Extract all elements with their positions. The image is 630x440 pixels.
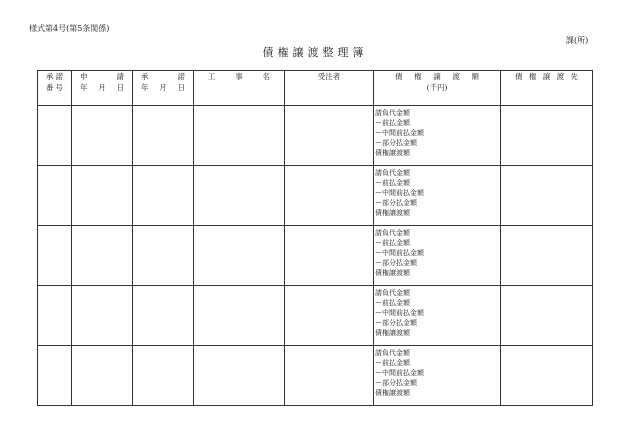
header-row [38, 71, 593, 106]
amount-item: 債権譲渡額 [375, 269, 410, 277]
cell-application-date[interactable] [72, 346, 133, 406]
amount-item: ー前払金額 [375, 359, 410, 367]
amount-item: 請負代金額 [375, 289, 410, 297]
amount-item: ー部分払金額 [375, 319, 417, 327]
cell-transferee[interactable] [501, 226, 593, 286]
cell-transfer-amount [374, 166, 501, 226]
amount-item-list [374, 286, 500, 338]
cell-application-date[interactable] [72, 226, 133, 286]
cell-approval-number[interactable] [38, 346, 72, 406]
cell-project-name[interactable] [194, 106, 285, 166]
cell-contractor[interactable] [285, 106, 374, 166]
cell-project-name[interactable] [194, 166, 285, 226]
cell-approval-date[interactable] [133, 106, 194, 166]
amount-item: 債権譲渡額 [375, 209, 410, 217]
cell-transferee[interactable] [501, 166, 593, 226]
amount-item: ー中間前払金額 [375, 129, 424, 137]
amount-item: 請負代金額 [375, 349, 410, 357]
cell-transferee[interactable] [501, 286, 593, 346]
amount-item: ー前払金額 [375, 179, 410, 187]
cell-approval-number[interactable] [38, 106, 72, 166]
cell-approval-date[interactable] [133, 166, 194, 226]
amount-item: ー部分払金額 [375, 139, 417, 147]
cell-transferee[interactable] [501, 106, 593, 166]
cell-transfer-amount [374, 286, 501, 346]
column-transferee: 債 権 譲 渡 先 [501, 71, 593, 106]
cell-contractor[interactable] [285, 166, 374, 226]
cell-application-date[interactable] [72, 286, 133, 346]
amount-item: ー前払金額 [375, 119, 410, 127]
cell-contractor[interactable] [285, 286, 374, 346]
cell-approval-date[interactable] [133, 226, 194, 286]
cell-project-name[interactable] [194, 346, 285, 406]
column-approval-number: 承 諾 番 号 [38, 71, 72, 106]
cell-transfer-amount [374, 226, 501, 286]
column-contractor: 受注者 [285, 71, 374, 106]
amount-item-list [374, 166, 500, 218]
amount-item: 請負代金額 [375, 229, 410, 237]
amount-item: ー部分払金額 [375, 259, 417, 267]
amount-item-list [374, 226, 500, 278]
amount-item: ー部分払金額 [375, 199, 417, 207]
table-row [38, 106, 593, 166]
table-row [38, 226, 593, 286]
cell-transfer-amount [374, 106, 501, 166]
amount-item: ー前払金額 [375, 299, 410, 307]
table-row [38, 346, 593, 406]
document-title: 債権譲渡整理簿 [262, 46, 368, 59]
column-transfer-amount: 債 権 譲 渡 額 (千円) [374, 71, 501, 106]
cell-approval-date[interactable] [133, 346, 194, 406]
form-number: 様式第4号(第5条関係) [29, 24, 110, 33]
cell-contractor[interactable] [285, 226, 374, 286]
cell-contractor[interactable] [285, 346, 374, 406]
amount-item: ー中間前払金額 [375, 369, 424, 377]
amount-item: 請負代金額 [375, 169, 410, 177]
amount-item: 債権譲渡額 [375, 149, 410, 157]
amount-item: ー部分払金額 [375, 379, 417, 387]
amount-item-list [374, 106, 500, 158]
cell-transfer-amount [374, 346, 501, 406]
cell-approval-number[interactable] [38, 226, 72, 286]
amount-item: ー中間前払金額 [375, 249, 424, 257]
cell-project-name[interactable] [194, 286, 285, 346]
column-application-date: 申 請 年 月 日 [72, 71, 133, 106]
amount-item: 債権譲渡額 [375, 389, 410, 397]
amount-item: 債権譲渡額 [375, 329, 410, 337]
cell-approval-date[interactable] [133, 286, 194, 346]
amount-item: ー中間前払金額 [375, 189, 424, 197]
table-row [38, 286, 593, 346]
amount-item: ー中間前払金額 [375, 309, 424, 317]
amount-item: 請負代金額 [375, 109, 410, 117]
department-label: 課(所) [566, 36, 589, 45]
register-table [37, 70, 593, 406]
cell-approval-number[interactable] [38, 166, 72, 226]
cell-project-name[interactable] [194, 226, 285, 286]
cell-approval-number[interactable] [38, 286, 72, 346]
table-row [38, 166, 593, 226]
column-approval-date: 承 諾 年 月 日 [133, 71, 194, 106]
column-project-name: 工 事 名 [194, 71, 285, 106]
amount-item-list [374, 346, 500, 398]
cell-application-date[interactable] [72, 106, 133, 166]
cell-transferee[interactable] [501, 346, 593, 406]
amount-item: ー前払金額 [375, 239, 410, 247]
cell-application-date[interactable] [72, 166, 133, 226]
